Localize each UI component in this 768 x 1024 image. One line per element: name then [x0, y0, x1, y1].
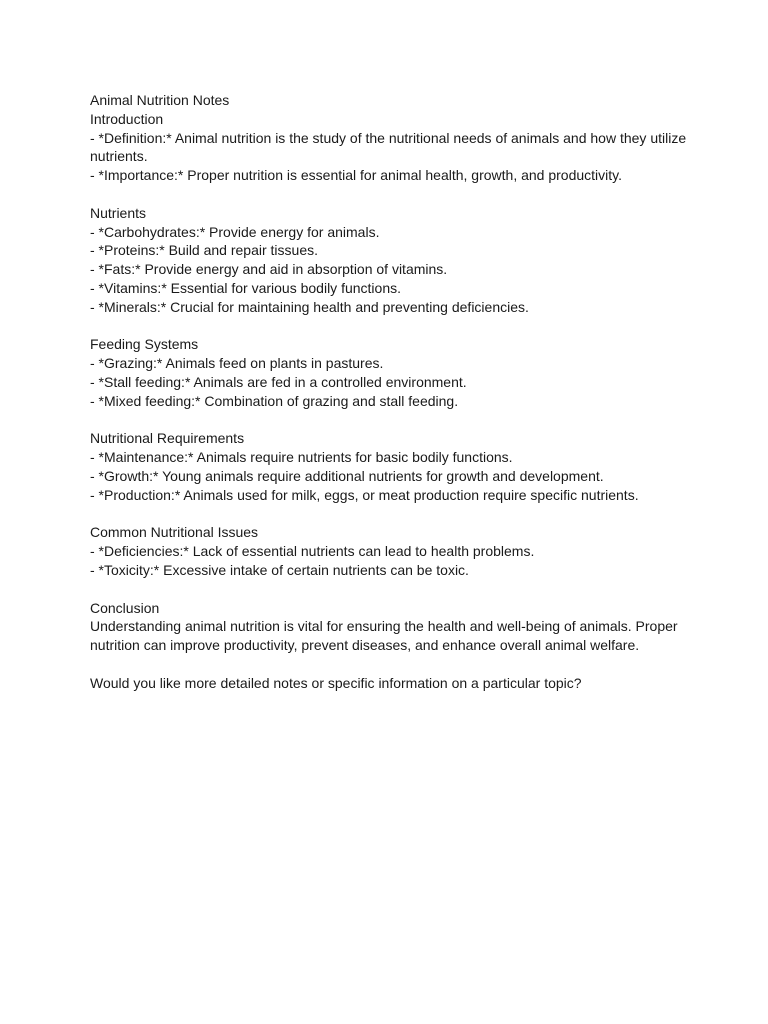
issues-deficiencies: - *Deficiencies:* Lack of essential nutrients can lead to health problems. [90, 543, 535, 560]
section-spacer [90, 411, 690, 430]
nutrients-proteins: - *Proteins:* Build and repair tissues. [90, 242, 318, 259]
section-spacer [90, 505, 690, 524]
nutrients-fats: - *Fats:* Provide energy and aid in absorption of vitamins. [90, 261, 448, 278]
section-spacer [90, 655, 690, 674]
document-title: Animal Nutrition Notes [90, 92, 230, 108]
document-page [90, 91, 690, 693]
closing-question: Would you like more detailed notes or specific information on a particular topic? [90, 674, 582, 691]
nutrients-carbohydrates: - *Carbohydrates:* Provide energy for animals. [90, 223, 380, 240]
feeding-mixed: - *Mixed feeding:* Combination of grazing and stall feeding. [90, 392, 459, 409]
conclusion-body: Understanding animal nutrition is vital for ensuring the health and well-being of animals. Proper nutrition can improve productivity, prevent diseases, and enhance overall animal welfare. [90, 618, 682, 654]
feeding-stall: - *Stall feeding:* Animals are fed in a controlled environment. [90, 373, 467, 390]
section-spacer [90, 185, 690, 204]
introduction-importance: - *Importance:* Proper nutrition is essential for animal health, growth, and productivity. [90, 167, 622, 184]
feeding-grazing: - *Grazing:* Animals feed on plants in pastures. [90, 355, 384, 372]
introduction-definition: - *Definition:* Animal nutrition is the study of the nutritional needs of animals and how they utilize nutrients. [90, 129, 690, 165]
nutrients-minerals: - *Minerals:* Crucial for maintaining health and preventing deficiencies. [90, 298, 529, 315]
requirements-production: - *Production:* Animals used for milk, eggs, or meat production require specific nutrients. [90, 486, 639, 503]
section-spacer [90, 317, 690, 336]
nutrients-vitamins: - *Vitamins:* Essential for various bodily functions. [90, 279, 401, 296]
conclusion-heading: Conclusion [90, 599, 160, 616]
requirements-maintenance: - *Maintenance:* Animals require nutrients for basic bodily functions. [90, 449, 513, 466]
requirements-heading: Nutritional Requirements [90, 430, 245, 447]
requirements-growth: - *Growth:* Young animals require additional nutrients for growth and development. [90, 467, 604, 484]
issues-toxicity: - *Toxicity:* Excessive intake of certain nutrients can be toxic. [90, 561, 469, 578]
section-spacer [90, 580, 690, 599]
feeding-systems-heading: Feeding Systems [90, 336, 199, 353]
nutrients-heading: Nutrients [90, 204, 147, 221]
issues-heading: Common Nutritional Issues [90, 524, 259, 541]
introduction-heading: Introduction [90, 110, 164, 127]
